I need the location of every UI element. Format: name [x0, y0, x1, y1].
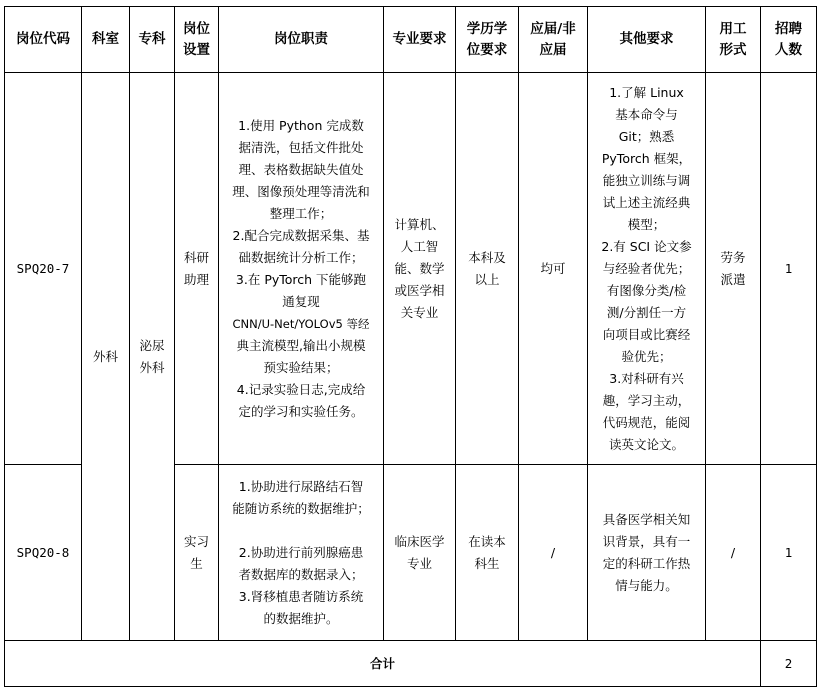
header-duties: 岗位职责 — [219, 7, 384, 73]
position-code-cell: SPQ20-7 — [5, 73, 82, 465]
table-row — [5, 73, 817, 465]
specialty-cell: 泌尿 外科 — [130, 73, 175, 641]
department-cell: 外科 — [82, 73, 130, 641]
employment-type-cell: / — [706, 465, 761, 641]
header-row — [5, 7, 817, 73]
total-label: 合计 — [5, 641, 761, 687]
header-employment-type: 用工 形式 — [706, 7, 761, 73]
header-headcount: 招聘 人数 — [761, 7, 817, 73]
other-requirements-cell: 具备医学相关知 识背景，具有一 定的科研工作热 情与能力。 — [588, 465, 706, 641]
header-department: 科室 — [82, 7, 130, 73]
header-specialty: 专科 — [130, 7, 175, 73]
degree-requirement-cell: 在读本 科生 — [456, 465, 519, 641]
degree-requirement-cell: 本科及 以上 — [456, 73, 519, 465]
header-degree-requirement: 学历学 位要求 — [456, 7, 519, 73]
header-major-requirement: 专业要求 — [384, 7, 456, 73]
recruitment-table — [4, 6, 817, 687]
total-row — [5, 641, 817, 687]
header-other-requirements: 其他要求 — [588, 7, 706, 73]
graduate-status-cell: / — [519, 465, 588, 641]
position-setting-cell: 科研 助理 — [175, 73, 219, 465]
duties-cell: 1.使用 Python 完成数 据清洗，包括文件批处 理、表格数据缺失值处 理、图像预处理等清洗和 整理工作； 2.配合完成数据采集、基 础数据统计分析工作； 3.在 PyTorch 下能够跑 通复现 CNN/U-Net/YOLOv5 等经 典主流模型,输出小规模 预实验结果； 4.记录实验日志,完成给 定的学习和实验任务。 — [219, 73, 384, 465]
header-graduate-status: 应届/非 应届 — [519, 7, 588, 73]
major-requirement-cell: 临床医学 专业 — [384, 465, 456, 641]
total-count: 2 — [761, 641, 817, 687]
header-position-code: 岗位代码 — [5, 7, 82, 73]
duties-cell: 1.协助进行尿路结石智 能随访系统的数据维护； 2.协助进行前列腺癌患 者数据库的数据录入； 3.肾移植患者随访系统 的数据维护。 — [219, 465, 384, 641]
graduate-status-cell: 均可 — [519, 73, 588, 465]
position-setting-cell: 实习 生 — [175, 465, 219, 641]
major-requirement-cell: 计算机、 人工智 能、数学 或医学相 关专业 — [384, 73, 456, 465]
other-requirements-cell: 1.了解 Linux 基本命令与 Git；熟悉 PyTorch 框架， 能独立训练与调 试上述主流经典 模型； 2.有 SCI 论文参 与经验者优先； 有图像分类/检 测/分割任一方 向项目或比赛经 验优先； 3.对科研有兴 趣，学习主动， 代码规范，能阅 读英文论文。 — [588, 73, 706, 465]
header-position-setting: 岗位 设置 — [175, 7, 219, 73]
headcount-cell: 1 — [761, 73, 817, 465]
headcount-cell: 1 — [761, 465, 817, 641]
employment-type-cell: 劳务 派遣 — [706, 73, 761, 465]
position-code-cell: SPQ20-8 — [5, 465, 82, 641]
